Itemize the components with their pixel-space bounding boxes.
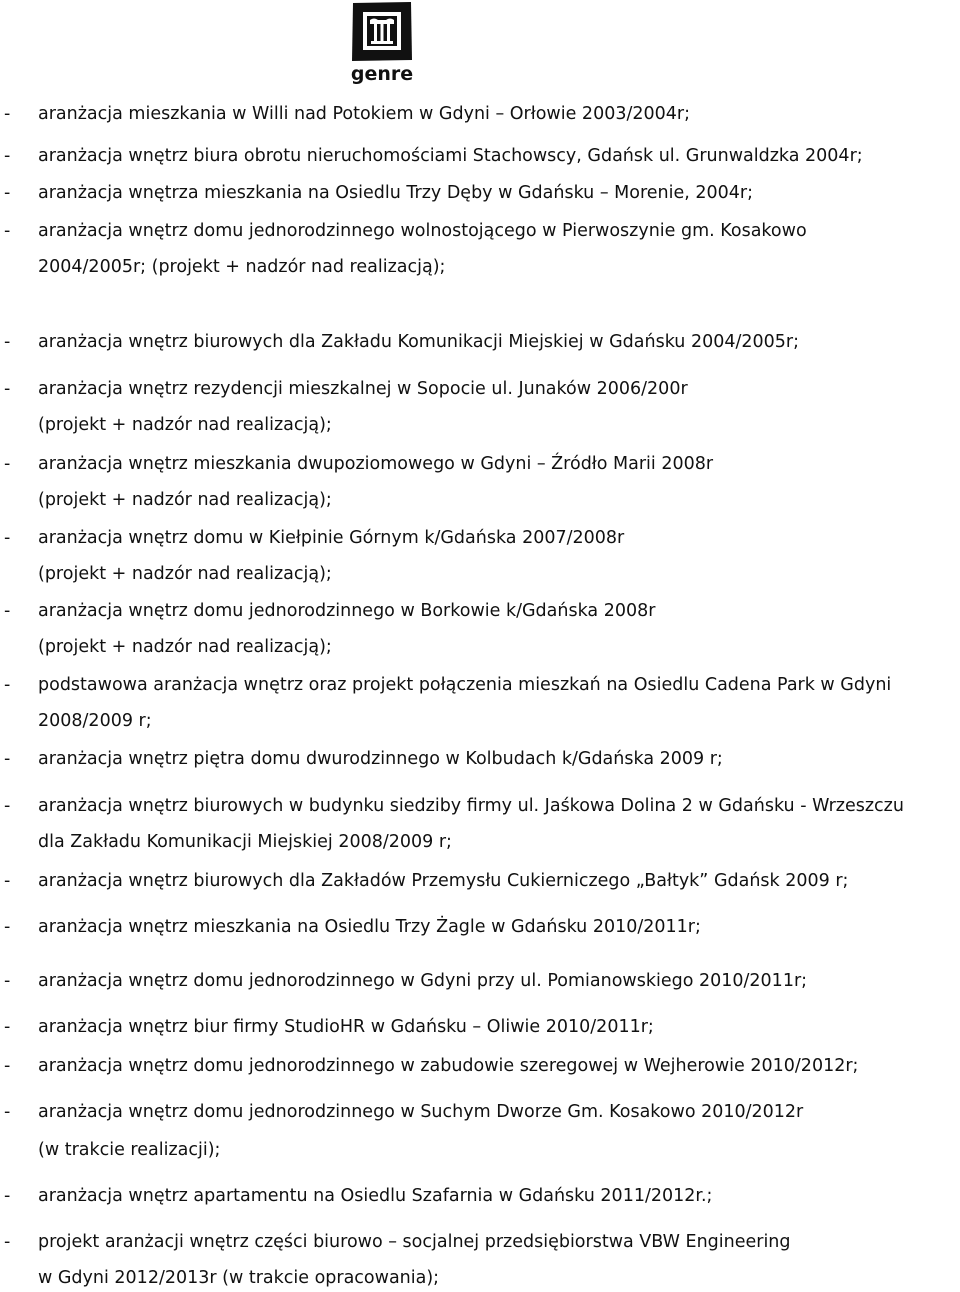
list-item-text: aranżacja wnętrz domu jednorodzinnego w Borkowie k/Gdańska 2008r (38, 601, 656, 621)
list-item-text: aranżacja wnętrz biura obrotu nieruchomościami Stachowscy, Gdańsk ul. Grunwaldzka 2004r; (38, 146, 863, 166)
list-item-text-continued: (w trakcie realizacji); (38, 1140, 221, 1160)
logo-text: genre (350, 63, 414, 85)
list-item-text: aranżacja wnętrz domu jednorodzinnego w Suchym Dworze Gm. Kosakowo 2010/2012r (38, 1102, 804, 1122)
list-bullet: - (4, 104, 11, 124)
list-item-text-continued: w Gdyni 2012/2013r (w trakcie opracowania); (38, 1268, 440, 1288)
list-item-text: aranżacja wnętrz mieszkania dwupoziomowego w Gdyni – Źródło Marii 2008r (38, 454, 714, 474)
list-item-text: aranżacja wnętrz biur firmy StudioHR w Gdańsku – Oliwie 2010/2011r; (38, 1017, 654, 1037)
list-bullet: - (4, 1232, 11, 1252)
list-bullet: - (4, 871, 11, 891)
list-bullet: - (4, 749, 11, 769)
genre-logo-mark (348, 0, 416, 86)
list-bullet: - (4, 379, 11, 399)
list-bullet: - (4, 1102, 11, 1122)
list-item-text: aranżacja wnętrza mieszkania na Osiedlu Trzy Dęby w Gdańsku – Morenie, 2004r; (38, 183, 753, 203)
list-item-text: aranżacja wnętrz biurowych w budynku siedziby firmy ul. Jaśkowa Dolina 2 w Gdańsku - Wrzeszczu (38, 796, 904, 816)
list-bullet: - (4, 796, 11, 816)
list-bullet: - (4, 1186, 11, 1206)
list-item-text: aranżacja wnętrz domu jednorodzinnego wolnostojącego w Pierwoszynie gm. Kosakowo (38, 221, 807, 241)
list-bullet: - (4, 183, 11, 203)
list-item-text: aranżacja wnętrz apartamentu na Osiedlu Szafarnia w Gdańsku 2011/2012r.; (38, 1186, 713, 1206)
list-bullet: - (4, 971, 11, 991)
list-item-text: aranżacja wnętrz mieszkania na Osiedlu Trzy Żagle w Gdańsku 2010/2011r; (38, 917, 701, 937)
list-item-text-continued: (projekt + nadzór nad realizacją); (38, 637, 332, 657)
list-bullet: - (4, 146, 11, 166)
list-item-text: aranżacja wnętrz piętra domu dwurodzinnego w Kolbudach k/Gdańska 2009 r; (38, 749, 723, 769)
genre-logo (348, 0, 416, 86)
list-item-text-continued: 2004/2005r; (projekt + nadzór nad realizacją); (38, 257, 446, 277)
list-item-text: podstawowa aranżacja wnętrz oraz projekt połączenia mieszkań na Osiedlu Cadena Park w Gdyni (38, 675, 892, 695)
list-item-text-continued: 2008/2009 r; (38, 711, 152, 731)
list-bullet: - (4, 1056, 11, 1076)
list-item-text: aranżacja wnętrz biurowych dla Zakładów Przemysłu Cukierniczego „Bałtyk” Gdańsk 2009 r; (38, 871, 849, 891)
list-bullet: - (4, 454, 11, 474)
list-item-text: projekt aranżacji wnętrz części biurowo – socjalnej przedsiębiorstwa VBW Engineering (38, 1232, 791, 1252)
list-bullet: - (4, 917, 11, 937)
list-item-text: aranżacja wnętrz biurowych dla Zakładu Komunikacji Miejskiej w Gdańsku 2004/2005r; (38, 332, 800, 352)
list-bullet: - (4, 528, 11, 548)
list-item-text: aranżacja wnętrz domu w Kiełpinie Górnym k/Gdańska 2007/2008r (38, 528, 625, 548)
list-item-text: aranżacja wnętrz rezydencji mieszkalnej w Sopocie ul. Junaków 2006/200r (38, 379, 688, 399)
list-bullet: - (4, 1017, 11, 1037)
list-bullet: - (4, 221, 11, 241)
list-bullet: - (4, 332, 11, 352)
list-item-text-continued: (projekt + nadzór nad realizacją); (38, 490, 332, 510)
list-item-text-continued: (projekt + nadzór nad realizacją); (38, 564, 332, 584)
list-item-text-continued: (projekt + nadzór nad realizacją); (38, 415, 332, 435)
list-item-text: aranżacja wnętrz domu jednorodzinnego w Gdyni przy ul. Pomianowskiego 2010/2011r; (38, 971, 808, 991)
list-item-text-continued: dla Zakładu Komunikacji Miejskiej 2008/2009 r; (38, 832, 452, 852)
list-item-text: aranżacja mieszkania w Willi nad Potokiem w Gdyni – Orłowie 2003/2004r; (38, 104, 690, 124)
list-bullet: - (4, 675, 11, 695)
list-item-text: aranżacja wnętrz domu jednorodzinnego w zabudowie szeregowej w Wejherowie 2010/2012r; (38, 1056, 859, 1076)
list-bullet: - (4, 601, 11, 621)
